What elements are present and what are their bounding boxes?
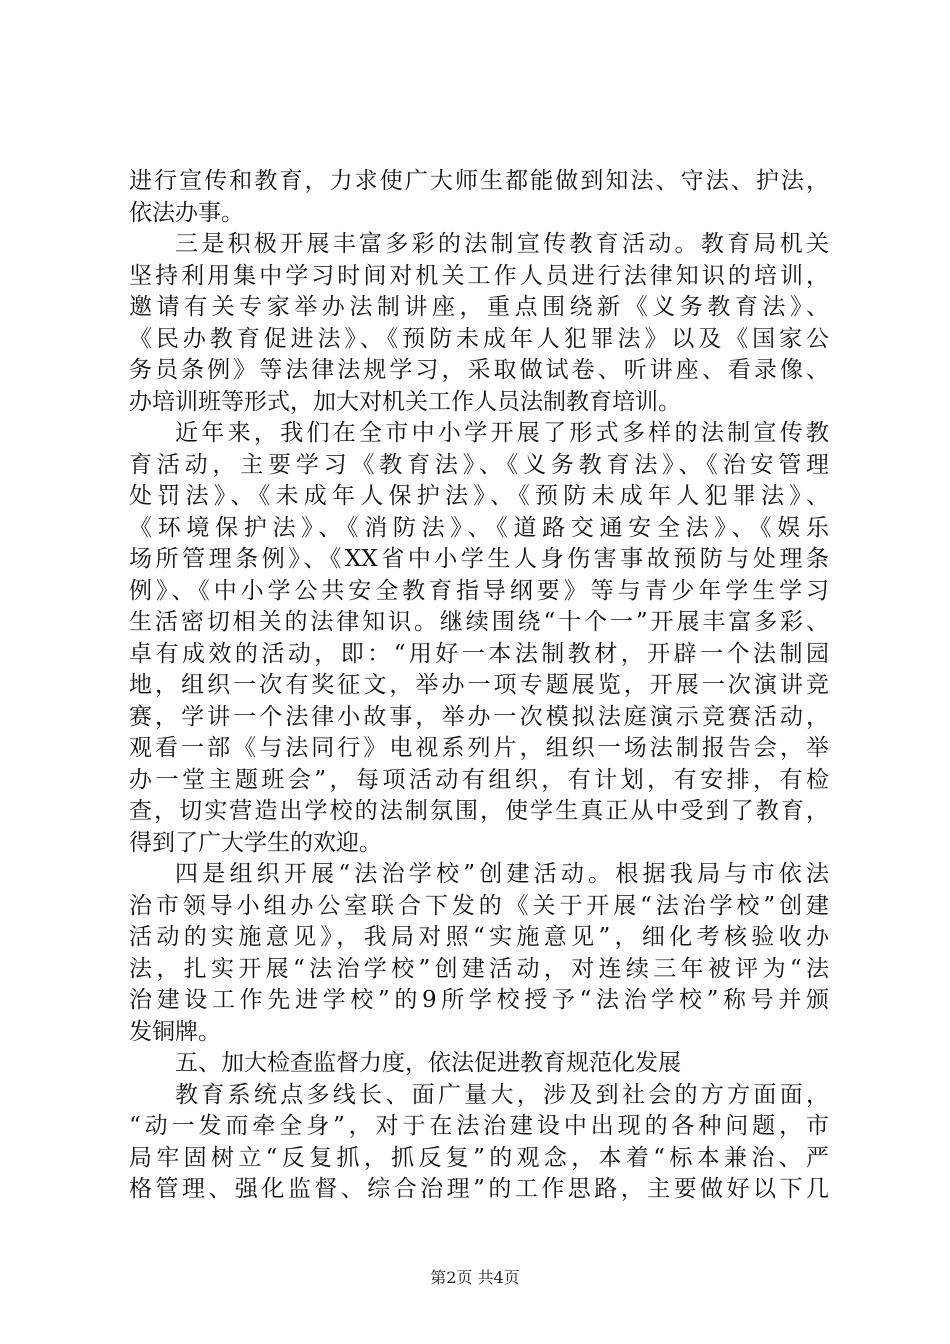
text-line: 法，扎实开展“法治学校”创建活动，对连续三年被评为“法 [129,955,829,982]
text-line: 观看一部《与法同行》电视系列片，组织一场法制报告会，举 [129,735,829,761]
document-body [129,166,829,1206]
text-line: 三是积极开展丰富多彩的法制宣传教育活动。教育局机关 [175,231,829,257]
text-line: 治市领导小组办公室联合下发的《关于开展“法治学校”创建 [129,892,829,919]
text-line: 查，切实营造出学校的法制氛围，使学生真正从中受到了教育， [129,798,829,824]
text-line: 卓有成效的活动，即：“用好一本法制教材，开辟一个法制园 [129,640,829,667]
text-line: 《民办教育促进法》、《预防未成年人犯罪法》以及《国家公 [129,325,829,352]
text-line: 例》、《中小学公共安全教育指导纲要》等与青少年学生学习 [129,577,829,604]
text-line: 场所管理条例》、《XX省中小学生人身伤害事故预防与处理条 [129,546,829,572]
text-line: 发铜牌。 [129,1018,221,1045]
text-line: 四是组织开展“法治学校”创建活动。根据我局与市依法 [175,861,829,887]
text-line: 教育系统点多线长、面广量大，涉及到社会的方方面面， [175,1081,829,1108]
text-line: 坚持利用集中学习时间对机关工作人员进行法律知识的培训， [129,262,829,289]
text-line: 依法办事。 [129,199,244,226]
text-line: 地，组织一次有奖征文，举办一项专题展览，开展一次演讲竞 [129,672,829,698]
text-line: 治建设工作先进学校”的9所学校授予“法治学校”称号并颁 [129,987,829,1013]
text-line: 办一堂主题班会”，每项活动有组织，有计划，有安排，有检 [129,766,829,793]
text-line: 格管理、强化监督、综合治理”的工作思路，主要做好以下几 [129,1176,829,1202]
text-line: “动一发而牵全身”，对于在法治建设中出现的各种问题，市 [129,1113,829,1139]
text-line: 活动的实施意见》，我局对照“实施意见”，细化考核验收办 [129,924,829,950]
text-line: 邀请有关专家举办法制讲座，重点围绕新《义务教育法》、 [129,294,829,320]
text-line: 《环境保护法》、《消防法》、《道路交通安全法》、《娱乐 [129,514,829,541]
text-line: 办培训班等形式，加大对机关工作人员法制教育培训。 [129,388,681,415]
text-line: 赛，学讲一个法律小故事，举办一次模拟法庭演示竞赛活动， [129,703,829,730]
text-line: 育活动，主要学习《教育法》、《义务教育法》、《治安管理 [129,451,829,478]
text-line: 近年来，我们在全市中小学开展了形式多样的法制宣传教 [175,420,829,446]
page-footer: 第2页 共4页 [430,1268,520,1287]
text-line: 得到了广大学生的欢迎。 [129,829,382,856]
text-line: 处罚法》、《未成年人保护法》、《预防未成年人犯罪法》、 [129,483,829,509]
text-line: 生活密切相关的法律知识。继续围绕“十个一”开展丰富多彩、 [129,609,829,635]
text-line: 进行宣传和教育，力求使广大师生都能做到知法、守法、护法， [129,168,829,194]
text-line: 五、加大检查监督力度，依法促进教育规范化发展 [175,1050,681,1076]
text-line: 局牢固树立“反复抓，抓反复”的观念，本着“标本兼治、严 [129,1144,829,1171]
text-line: 务员条例》等法律法规学习，采取做试卷、听讲座、看录像、 [129,357,829,383]
